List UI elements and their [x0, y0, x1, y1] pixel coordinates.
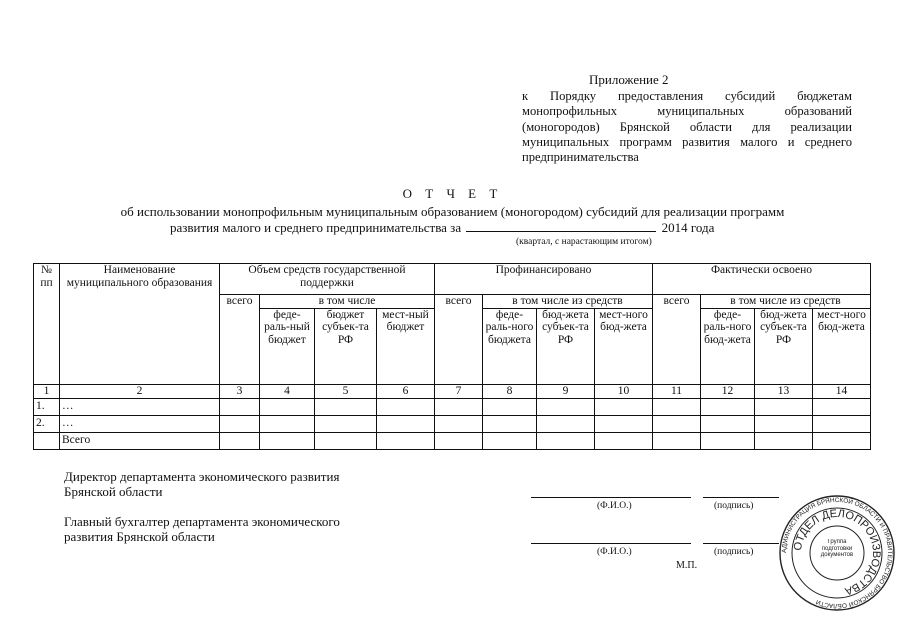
appendix-title: Приложение 2: [589, 72, 669, 87]
director-fio-caption: (Ф.И.О.): [597, 501, 632, 511]
col-number: 4: [260, 384, 315, 398]
header-financed-incl: в том числе из средств: [483, 295, 653, 309]
row-num: 2.: [34, 415, 60, 432]
col-number: 7: [435, 384, 483, 398]
seal-place-label: М.П.: [676, 560, 698, 571]
header-financed-subject: бюд-жета субъек-та РФ: [537, 308, 595, 384]
stamp-outer-text: АДМИНИСТРАЦИЯ БРЯНСКОЙ ОБЛАСТИ И ПРАВИТЕЛЬСТВО БРЯНСКОЙ ОБЛАСТИ: [780, 496, 894, 610]
report-subtitle-line1: об использовании монопрофильным муниципальным образованием (моногородом) субсидий для реализации программ: [120, 204, 785, 219]
header-volume-incl: в том числе: [260, 295, 435, 309]
col-number: 2: [60, 384, 220, 398]
table-row-total: [34, 432, 871, 449]
report-subtitle-prefix: развития малого и среднего предпринимательства за: [170, 220, 462, 235]
report-title: О Т Ч Е Т: [402, 186, 503, 201]
accountant-fio-line: [531, 543, 691, 544]
table-row: [34, 398, 871, 415]
accountant-fio-caption: (Ф.И.О.): [597, 547, 632, 557]
row-name: …: [60, 398, 220, 415]
column-numbers-row: [34, 384, 871, 398]
col-number: 3: [220, 384, 260, 398]
header-spent-local: мест-ного бюд-жета: [813, 308, 871, 384]
header-name: Наименование муниципального образования: [60, 264, 220, 385]
table-row: [34, 415, 871, 432]
report-subtitle-line2: [170, 220, 714, 236]
director-signature-line: [703, 497, 779, 498]
col-number: 12: [701, 384, 755, 398]
header-num: № пп: [34, 264, 60, 385]
stamp-center-text: Группа подготовки документов: [820, 539, 854, 559]
header-financed-federal: феде-раль-ного бюджета: [483, 308, 537, 384]
col-number: 8: [483, 384, 537, 398]
period-hint: (квартал, с нарастающим итогом): [516, 237, 652, 247]
row-name: Всего: [60, 432, 220, 449]
header-spent: Фактически освоено: [653, 264, 871, 295]
header-volume-total: всего: [220, 295, 260, 385]
accountant-label: Главный бухгалтер департамента экономического развития Брянской области: [64, 514, 340, 544]
header-spent-federal: феде-раль-ного бюд-жета: [701, 308, 755, 384]
appendix-text: к Порядку предоставления субсидий бюджетам монопрофильных муниципальных образований (моногородов) Брянской области для реализации муниципальных программ развития малого и среднего предпринимательства: [522, 89, 852, 165]
header-spent-subject: бюд-жета субъек-та РФ: [755, 308, 813, 384]
col-number: 14: [813, 384, 871, 398]
accountant-signature-caption: (подпись): [714, 547, 754, 557]
header-volume-local: мест-ный бюджет: [377, 308, 435, 384]
col-number: 6: [377, 384, 435, 398]
header-volume-federal: феде-раль-ный бюджет: [260, 308, 315, 384]
report-subtitle-suffix: 2014 года: [661, 220, 715, 235]
stamp-middle-text: ОТДЕЛ ДЕЛОПРОИЗВОДСТВА: [791, 507, 883, 598]
director-fio-line: [531, 497, 691, 498]
col-number: 5: [315, 384, 377, 398]
col-number: 11: [653, 384, 701, 398]
row-name: …: [60, 415, 220, 432]
accountant-signature-line: [703, 543, 779, 544]
col-number: 13: [755, 384, 813, 398]
col-number: 1: [34, 384, 60, 398]
department-stamp: [778, 494, 896, 612]
director-label: Директор департамента экономического развития Брянской области: [64, 469, 340, 499]
header-financed: Профинансировано: [435, 264, 653, 295]
director-signature-caption: (подпись): [714, 501, 754, 511]
report-table: [33, 263, 871, 450]
header-spent-incl: в том числе из средств: [701, 295, 871, 309]
header-spent-total: всего: [653, 295, 701, 385]
header-financed-local: мест-ного бюд-жета: [595, 308, 653, 384]
header-volume-subject: бюджет субъек-та РФ: [315, 308, 377, 384]
col-number: 9: [537, 384, 595, 398]
header-financed-total: всего: [435, 295, 483, 385]
row-num: [34, 432, 60, 449]
header-volume: Объем средств государственной поддержки: [220, 264, 435, 295]
row-num: 1.: [34, 398, 60, 415]
period-blank-field: [466, 221, 656, 232]
col-number: 10: [595, 384, 653, 398]
